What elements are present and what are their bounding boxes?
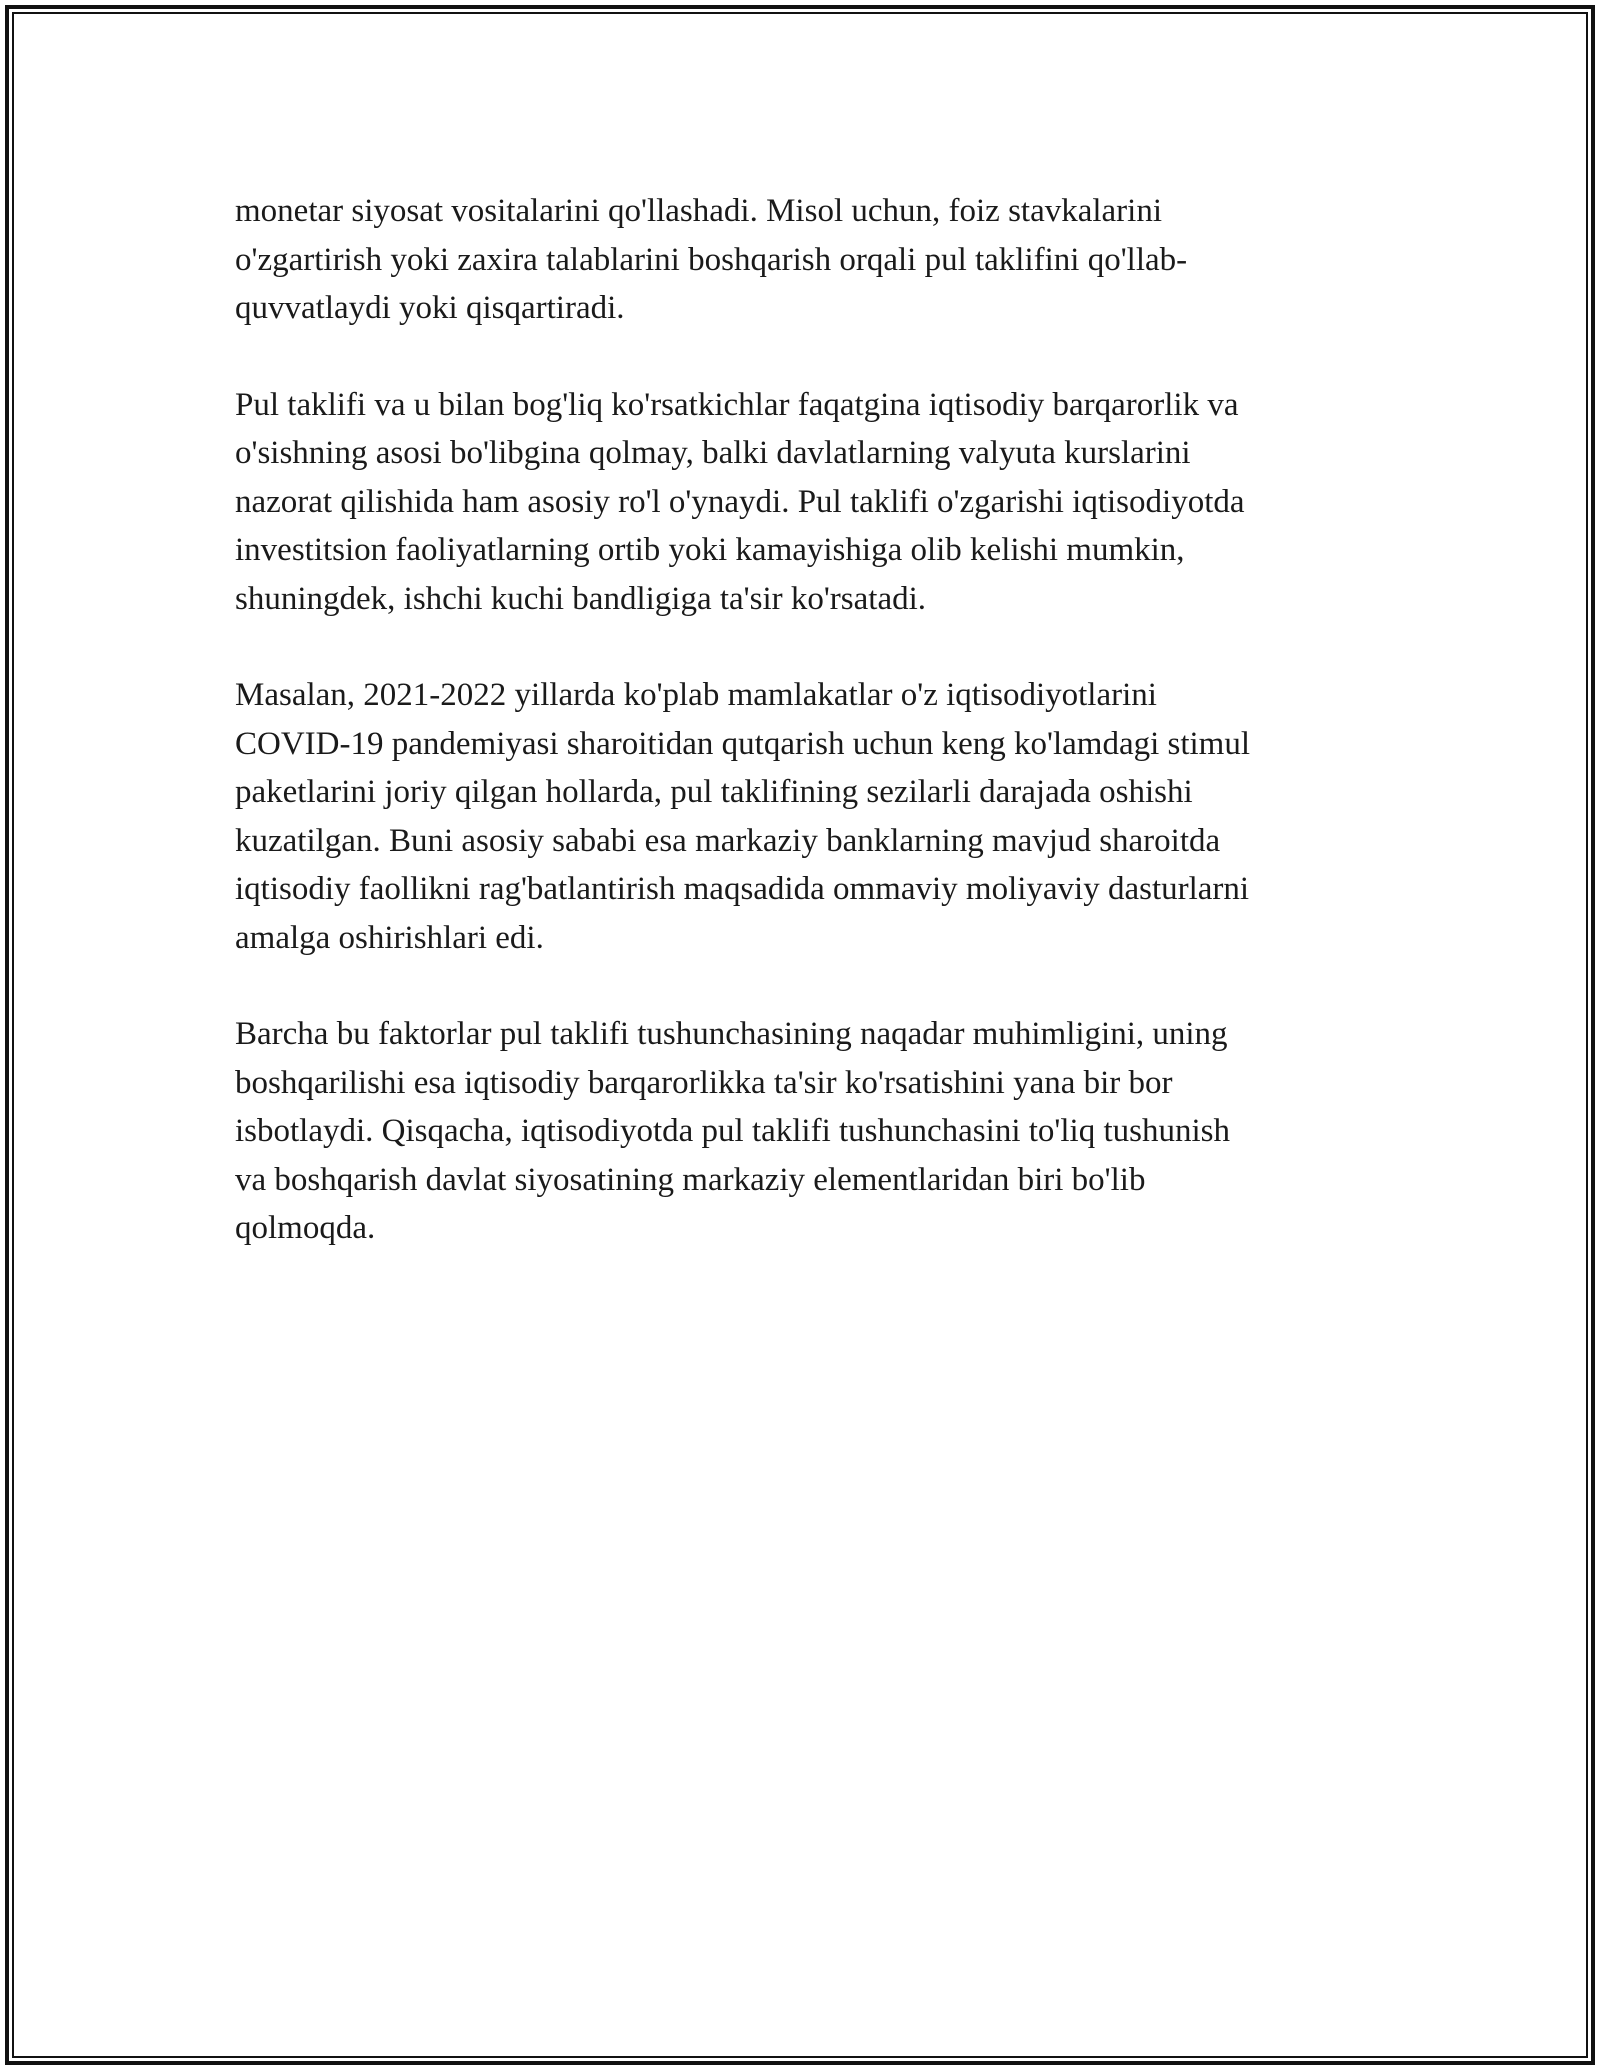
text-line: va boshqarish davlat siyosatining markaziy elementlaridan biri bo'lib [235,1161,1146,1198]
page-body [235,187,1375,1301]
text-line: nazorat qilishida ham asosiy ro'l o'ynaydi. Pul taklifi o'zgarishi iqtisodiyotda [235,483,1245,520]
text-line: COVID-19 pandemiyasi sharoitidan qutqarish uchun keng ko'lamdagi stimul [235,725,1251,762]
paragraph-3 [235,671,1375,962]
paragraph-4 [235,1010,1375,1253]
text-line: paketlarini joriy qilgan hollarda, pul taklifining sezilarli darajada oshishi [235,774,1193,810]
paragraph-2 [235,381,1375,624]
text-line: quvvatlaydi yoki qisqartiradi. [235,290,625,326]
text-line: Barcha bu faktorlar pul taklifi tushunchasining naqadar muhimligini, uning [235,1016,1228,1052]
text-line: iqtisodiy faollikni rag'batlantirish maqsadida ommaviy moliyaviy dasturlarni [235,871,1250,907]
text-line: kuzatilgan. Buni asosiy sababi esa markaziy banklarning mavjud sharoitda [235,822,1221,859]
text-line: investitsion faoliyatlarning ortib yoki kamayishiga olib kelishi mumkin, [235,532,1185,568]
text-line: isbotlaydi. Qisqacha, iqtisodiyotda pul taklifi tushunchasini to'liq tushunish [235,1113,1230,1149]
text-line: monetar siyosat vositalarini qo'llashadi. Misol uchun, foiz stavkalarini [235,193,1163,229]
text-line: o'zgartirish yoki zaxira talablarini boshqarish orqali pul taklifini qo'llab- [235,241,1188,278]
text-line: Pul taklifi va u bilan bog'liq ko'rsatkichlar faqatgina iqtisodiy barqarorlik va [235,386,1239,423]
text-line: amalga oshirishlari edi. [235,919,544,956]
text-line: qolmoqda. [235,1210,376,1246]
paragraph-1 [235,187,1375,333]
text-line: boshqarilishi esa iqtisodiy barqarorlikka ta'sir ko'rsatishini yana bir bor [235,1064,1173,1101]
text-line: o'sishning asosi bo'libgina qolmay, balki davlatlarning valyuta kurslarini [235,435,1191,471]
text-line: Masalan, 2021-2022 yillarda ko'plab mamlakatlar o'z iqtisodiyotlarini [235,677,1157,713]
text-line: shuningdek, ishchi kuchi bandligiga ta'sir ko'rsatadi. [235,580,927,617]
